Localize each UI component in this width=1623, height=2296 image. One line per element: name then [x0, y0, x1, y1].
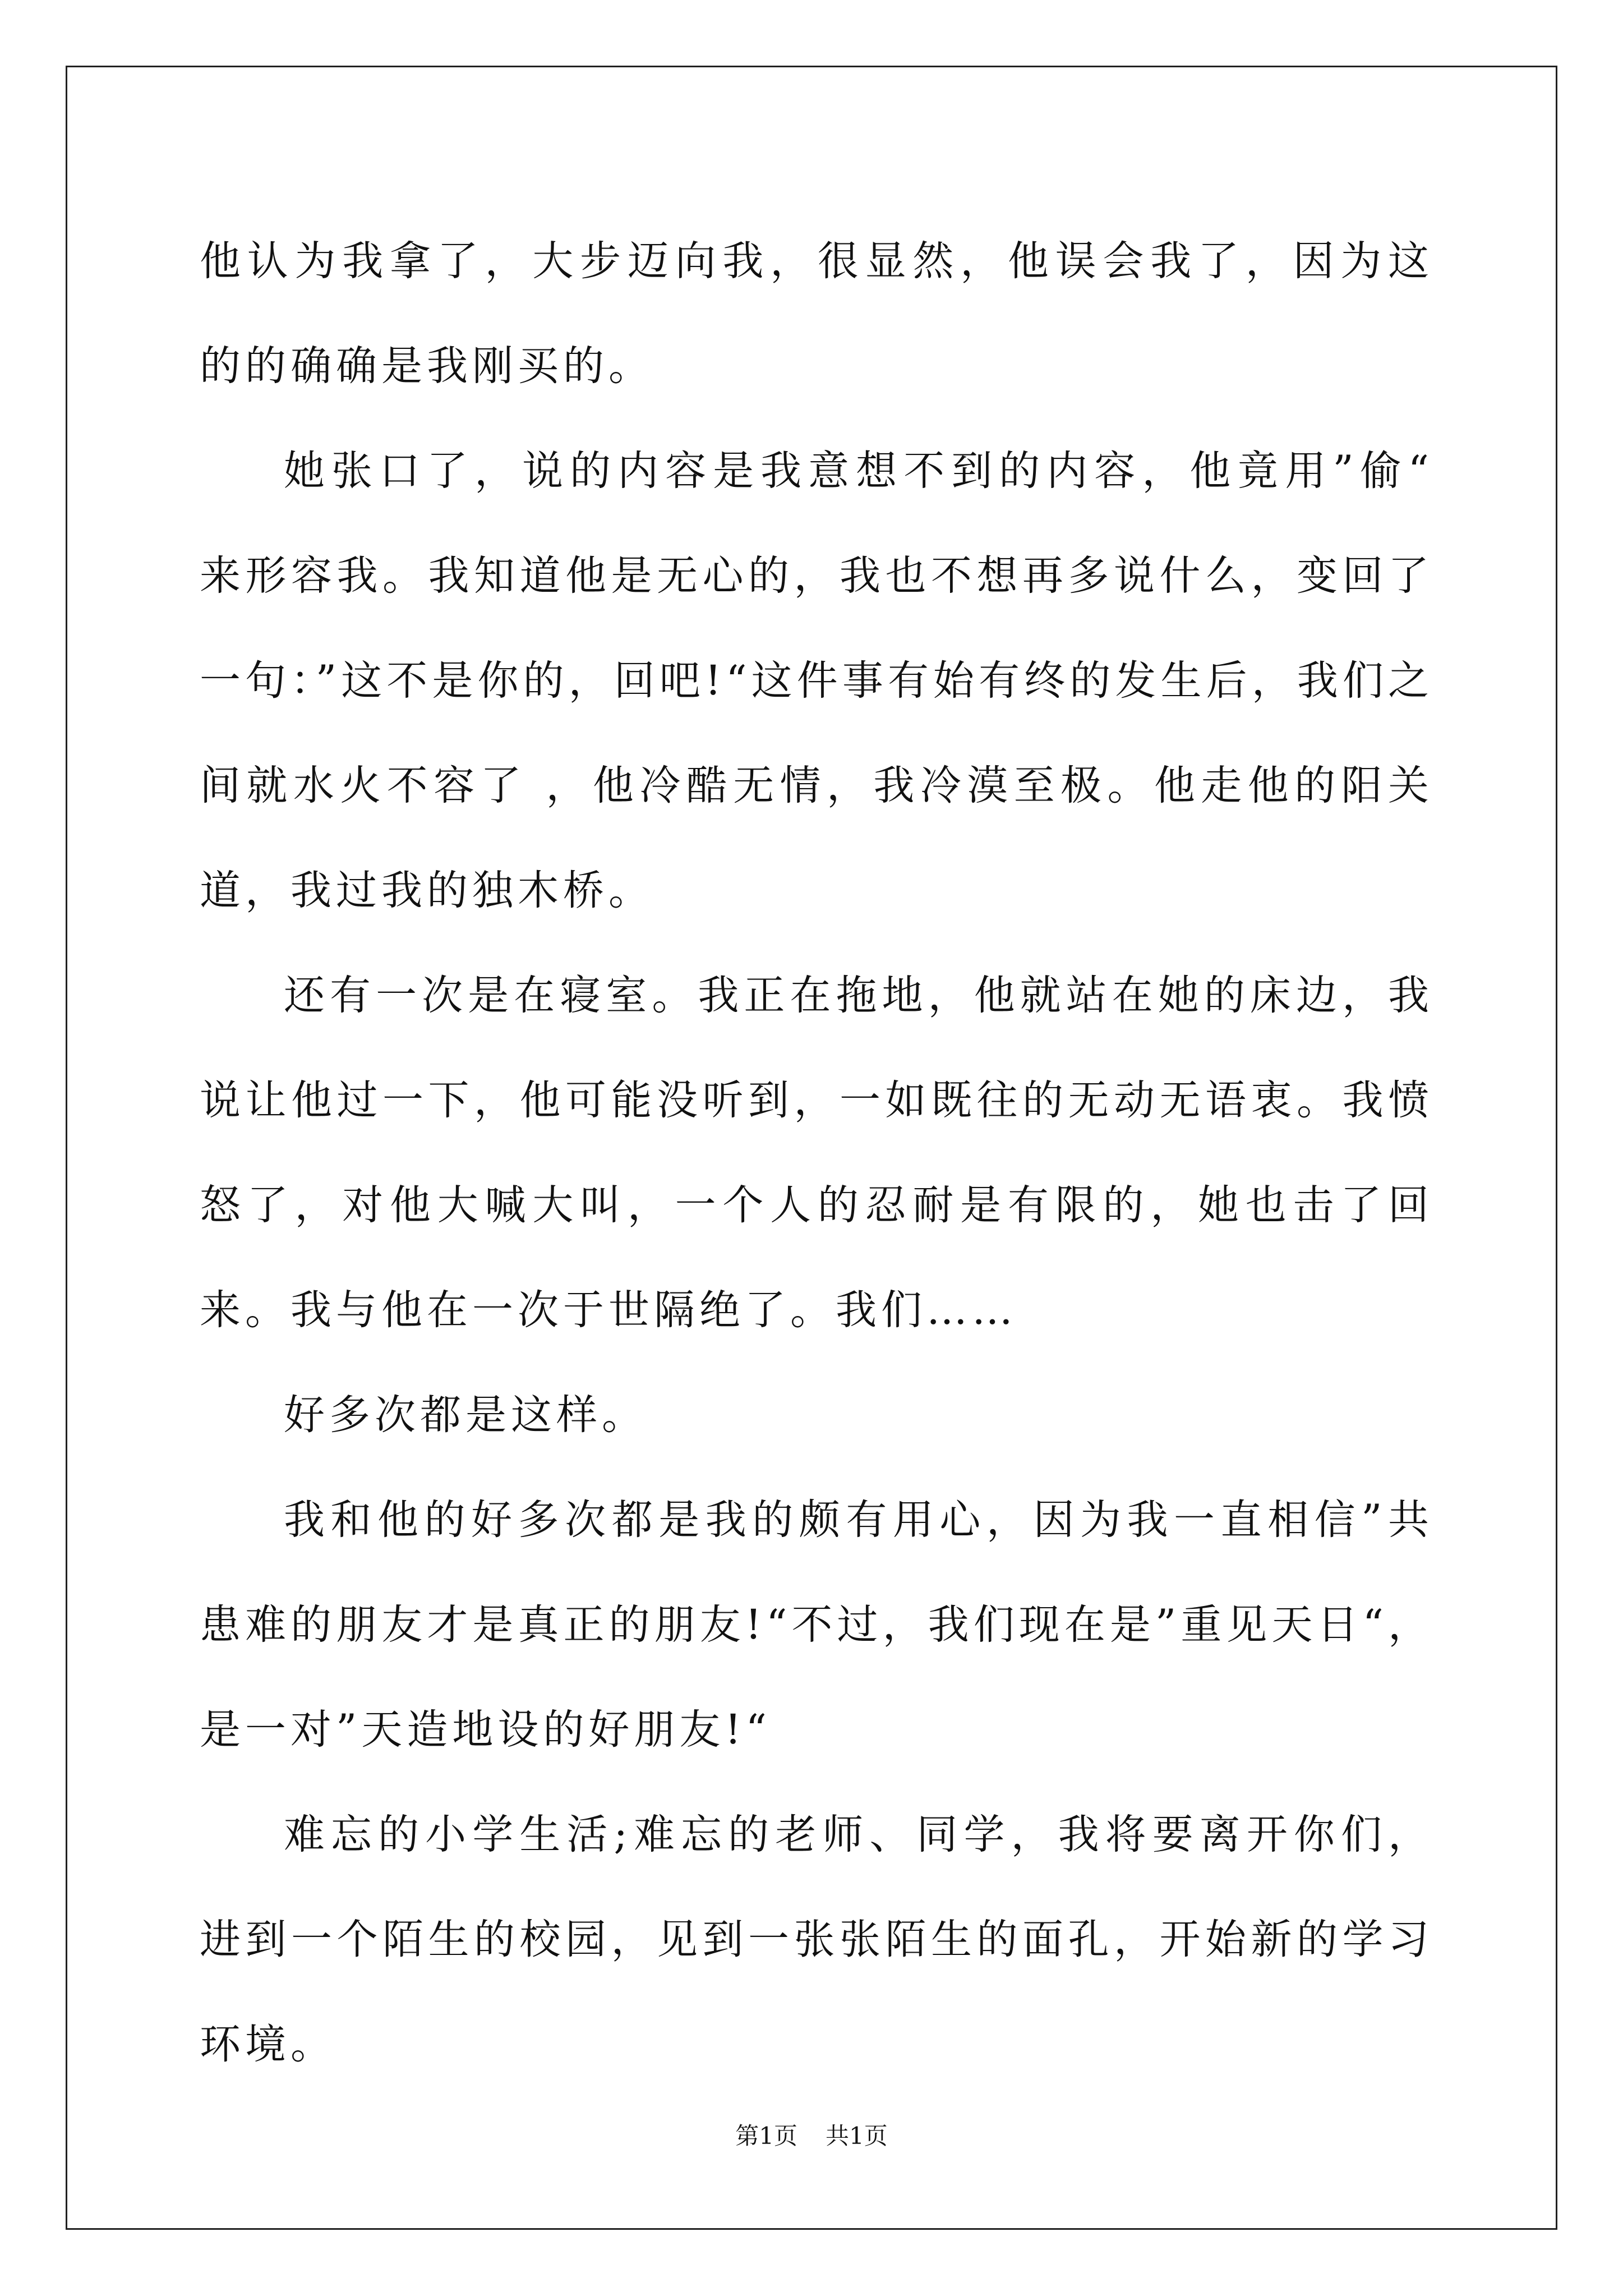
paragraph-5: 我和他的好多次都是我的颇有用心，因为我一直相信”共患难的朋友才是真正的朋友!“不过，我们现在是”重见天日“，是一对”天造地设的好朋友!“	[200, 1496, 1433, 1754]
paragraph-6: 难忘的小学生活;难忘的老师、同学，我将要离开你们，进到一个陌生的校园，见到一张张陌生的面孔，开始新的学习环境。	[200, 1811, 1433, 2068]
paragraph-1: 他认为我拿了，大步迈向我，很显然，他误会我了，因为这 的的确确是我刚买的。	[200, 237, 1433, 390]
document-body	[200, 209, 1433, 2097]
page-number: 第1页	[735, 2122, 797, 2150]
paragraph-2: 她张口了，说的内容是我意想不到的内容，他竟用”偷“ 来形容我。我知道他是无心的，我也不想再多说什么，变回了一句：”这不是你的，回吧!“这件事有始有终的发生后，我们之间就水火不容了 ，他冷酷无情，我冷漠至极。他走他的阳关道，我过我的独木桥。	[200, 447, 1433, 914]
paragraph-4: 好多次都是这样。	[284, 1391, 647, 1439]
paragraph-3: 还有一次是在寝室。我正在拖地，他就站在她的床边，我说让他过一下，他可能没听到，一如既往的无动无语衷。我愤怒了，对他大喊大叫，一个人的忍耐是有限的，她也击了回来。我与他在一次于世隔绝了。我们……	[200, 972, 1433, 1334]
page-footer	[0, 2119, 1623, 2153]
page-total: 共1页	[826, 2122, 888, 2150]
